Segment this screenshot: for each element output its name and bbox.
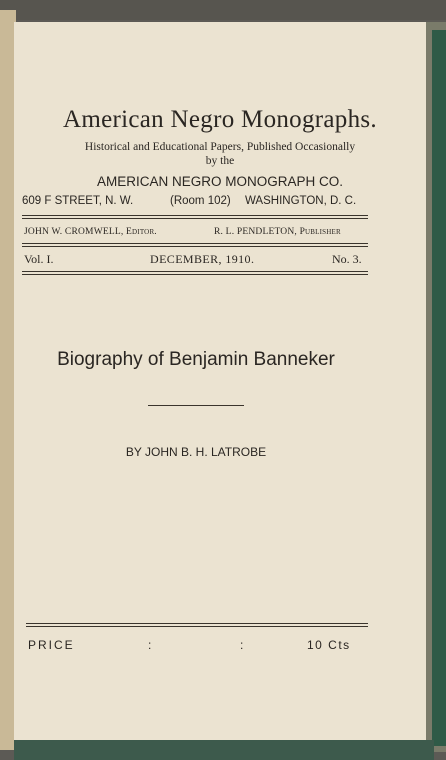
issue-date: DECEMBER, 1910. (150, 252, 255, 266)
editor-role: Editor. (126, 227, 157, 237)
rule-1 (22, 215, 368, 216)
rule-6 (22, 274, 368, 275)
price-separator-1: : (148, 638, 152, 652)
journal-subtitle: Historical and Educational Papers, Published Occasionally (84, 141, 356, 153)
journal-title: American Negro Monographs. (63, 106, 377, 133)
page-top-edge (0, 0, 446, 20)
article-title: Biography of Benjamin Banneker (57, 349, 335, 370)
editor-name: JOHN W. CROMWELL, (24, 227, 124, 237)
publisher-role: Publisher (299, 227, 341, 237)
rule-3 (22, 243, 368, 244)
rule-2 (22, 218, 368, 219)
title-divider (148, 405, 244, 406)
price-separator-2: : (240, 638, 244, 652)
publisher-credit (214, 227, 341, 237)
rule-5 (22, 271, 368, 272)
green-cover-strip (432, 30, 446, 746)
green-cover-bottom (14, 740, 434, 760)
editor-credit (24, 227, 157, 237)
issue-number: No. 3. (332, 252, 362, 266)
price-label: PRICE (28, 638, 75, 652)
city: WASHINGTON, D. C. (245, 195, 357, 207)
street-address: 609 F STREET, N. W. (22, 195, 134, 207)
publisher-name: R. L. PENDLETON, (214, 227, 297, 237)
publisher-company: AMERICAN NEGRO MONOGRAPH CO. (96, 174, 344, 189)
rule-4 (22, 246, 368, 247)
journal-subtitle-by: by the (205, 155, 235, 167)
article-byline: BY JOHN B. H. LATROBE (125, 445, 267, 459)
price-rule-1 (26, 623, 368, 624)
price-rule-2 (26, 626, 368, 627)
title-page (14, 22, 426, 740)
room-number: (Room 102) (170, 195, 231, 207)
price-value: 10 Cts (307, 638, 351, 652)
volume: Vol. I. (24, 252, 54, 266)
